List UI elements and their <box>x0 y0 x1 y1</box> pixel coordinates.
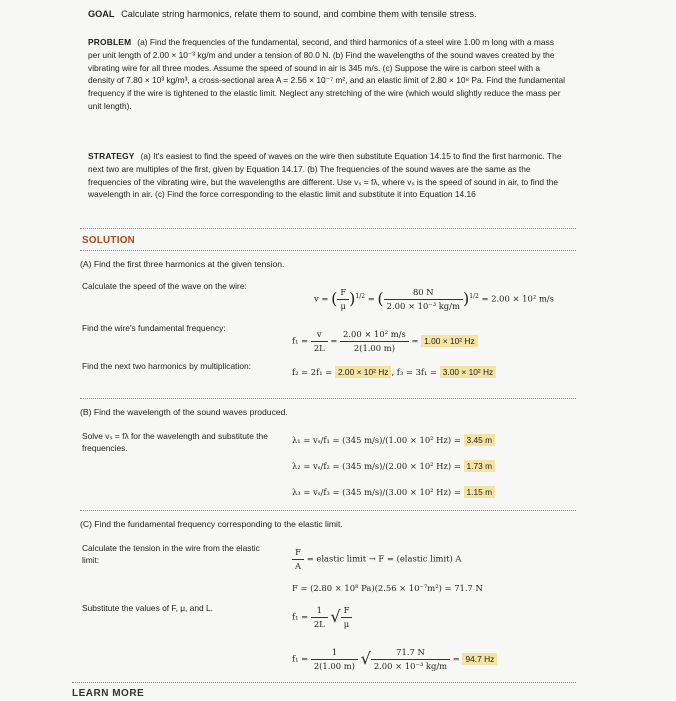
eq-num: v <box>311 328 328 342</box>
goal-label: GOAL <box>88 9 115 19</box>
divider <box>80 398 576 399</box>
problem-label: PROBLEM <box>88 37 132 47</box>
highlighted-answer: 3.45 m <box>464 434 496 446</box>
eq-den: μ <box>343 618 350 629</box>
eq-den: 2L <box>313 618 325 629</box>
eq-part: λ₁ = vₛ/f₁ = (345 m/s)/(1.00 × 10² Hz) = <box>292 435 464 445</box>
part-a-step1-text: Calculate the speed of the wave on the wire: <box>82 281 247 291</box>
eq-result: = 2.00 × 10² m/s <box>481 293 554 304</box>
goal-text: Calculate string harmonics, relate them to sound, and combine them with tensile stress. <box>121 9 477 19</box>
frequency-formula: f₁ = $\frac{1}{2L}$ √ $\frac{F}{\mu}$ <box>292 604 352 630</box>
problem-text: (a) Find the frequencies of the fundamental, second, and third harmonics of a steel wire 1.00 m long with a mass per unit length of 2.00 × 10⁻³ kg/m and under a tension of 80.0 N. (b) Find the wavelengths of the sound waves created by the vibrating wire for all three modes. Assume the speed of sound in air is 345 m/s. (c) Suppose the wire is carbon steel with a density of 7.80 × 10³ kg/m³, a cross-sectional area A = 2.56 × 10⁻⁷ m², and an elastic limit of 2.80 × 10⁸ Pa. Find the fundamental frequency if the wire is tightened to the elastic limit. Neglect any stretching of the wire (which would slightly reduce the mass per unit length). <box>88 37 565 111</box>
eq-lhs: f₁ = <box>292 335 311 346</box>
eq-den: 2(1.00 m) <box>353 342 395 353</box>
divider <box>80 510 576 511</box>
divider <box>72 682 576 683</box>
part-a-step3-text: Find the next two harmonics by multiplication: <box>82 361 251 371</box>
part-b-text: Solve vₛ = fλ for the wavelength and substitute the frequencies. <box>82 431 268 454</box>
part-c-text1: Calculate the tension in the wire from the elastic limit: <box>82 543 260 566</box>
eq-part: = elastic limit → F = (elastic limit) A <box>304 553 462 564</box>
tension-equation: F = (2.80 × 10⁸ Pa)(2.56 × 10⁻⁷m²) = 71.7 N <box>292 583 483 593</box>
part-b-title: (B) Find the wavelength of the sound waves produced. <box>80 407 288 417</box>
strategy-text: (a) It's easiest to find the speed of waves on the wire then substitute Equation 14.15 to find the first harmonic. The next two are multiples of the first, given by Equation 14.17. (b) The frequencies of the sound waves are the same as the frequencies of the vibrating wire, but the wavelengths are different. Use vₛ = fλ, where vₛ is the speed of sound in air, to find the wavelength in air. (c) Find the force corresponding to the elastic limit and substitute it into Equation 14.16 <box>88 151 562 200</box>
tension-ratio-equation <box>292 546 461 572</box>
strategy-section <box>88 150 568 201</box>
eq-num: 80 N <box>384 286 463 300</box>
eq-den: 2L <box>313 342 325 353</box>
eq-num: F <box>337 286 349 300</box>
eq-part: f₂ = 2f₁ = <box>292 367 335 377</box>
wave-speed-equation: v = ( $\frac{F}{\mu}$ )$^{1/2}$ = ( $\frac{80 N}{\text{2.00 × 10⁻³ kg/m}}$ )$^{1/2}$ = 2.00 × 10² m/s <box>314 287 554 311</box>
divider <box>80 250 576 251</box>
eq-part: λ₃ = vₛ/f₃ = (345 m/s)/(3.00 × 10² Hz) = <box>292 487 464 497</box>
eq-part: , f₃ = 3f₁ = <box>391 367 440 377</box>
eq-den: 2.00 × 10⁻³ kg/m <box>386 300 460 311</box>
eq-den: 2(1.00 m) <box>313 660 355 671</box>
eq-num: F <box>292 546 304 560</box>
highlighted-answer: 2.00 × 10² Hz <box>335 366 392 378</box>
learn-more-heading[interactable]: LEARN MORE <box>72 688 145 699</box>
frequency-substitution: f₁ = $\frac{1}{2(1.00 m)}$ √ $\frac{71.7 N}{\text{2.00 × 10⁻³ kg/m}}$ = 94.7 Hz <box>292 646 497 672</box>
highlighted-answer: 94.7 Hz <box>462 653 497 665</box>
part-c-text2: Substitute the values of F, μ, and L. <box>82 603 213 613</box>
highlighted-answer: 1.15 m <box>464 486 496 498</box>
eq-lhs: f₁ = <box>292 653 311 664</box>
eq-den: 2.00 × 10⁻³ kg/m <box>373 660 448 671</box>
eq-den: A <box>295 560 302 571</box>
part-a-step2-text: Find the wire's fundamental frequency: <box>82 323 226 333</box>
divider <box>80 228 576 229</box>
eq-num: 2.00 × 10² m/s <box>340 328 409 342</box>
eq-num: 71.7 N <box>371 646 450 660</box>
eq-num: F <box>341 604 353 618</box>
eq-lhs: v = <box>314 293 332 304</box>
eq-num: 1 <box>311 646 358 660</box>
solution-heading: SOLUTION <box>82 235 136 246</box>
wavelength-equation-1 <box>292 434 495 447</box>
highlighted-answer: 1.00 × 10² Hz <box>421 335 478 347</box>
eq-den: μ <box>340 300 346 311</box>
part-a-title: (A) Find the first three harmonics at the given tension. <box>80 259 285 269</box>
wavelength-equation-2 <box>292 460 495 473</box>
eq-part: λ₂ = vₛ/f₂ = (345 m/s)/(2.00 × 10² Hz) = <box>292 461 464 471</box>
wavelength-equation-3 <box>292 486 495 499</box>
strategy-label: STRATEGY <box>88 151 135 161</box>
goal-section <box>88 8 477 22</box>
eq-lhs: f₁ = <box>292 611 311 622</box>
highlighted-answer: 3.00 × 10² Hz <box>440 366 497 378</box>
fundamental-frequency-equation: f₁ = $\frac{v}{2L}$ = $\frac{\text{2.00 × 10² m/s}}{2(1.00 m)}$ = 1.00 × 10² Hz <box>292 328 478 354</box>
eq-exp: 1/2 <box>355 292 366 300</box>
part-c-title: (C) Find the fundamental frequency corresponding to the elastic limit. <box>80 519 343 529</box>
eq-exp: 1/2 <box>469 292 479 300</box>
eq-num: 1 <box>311 604 328 618</box>
highlighted-answer: 1.73 m <box>464 460 496 472</box>
problem-section <box>88 36 568 113</box>
harmonics-equation <box>292 366 496 379</box>
